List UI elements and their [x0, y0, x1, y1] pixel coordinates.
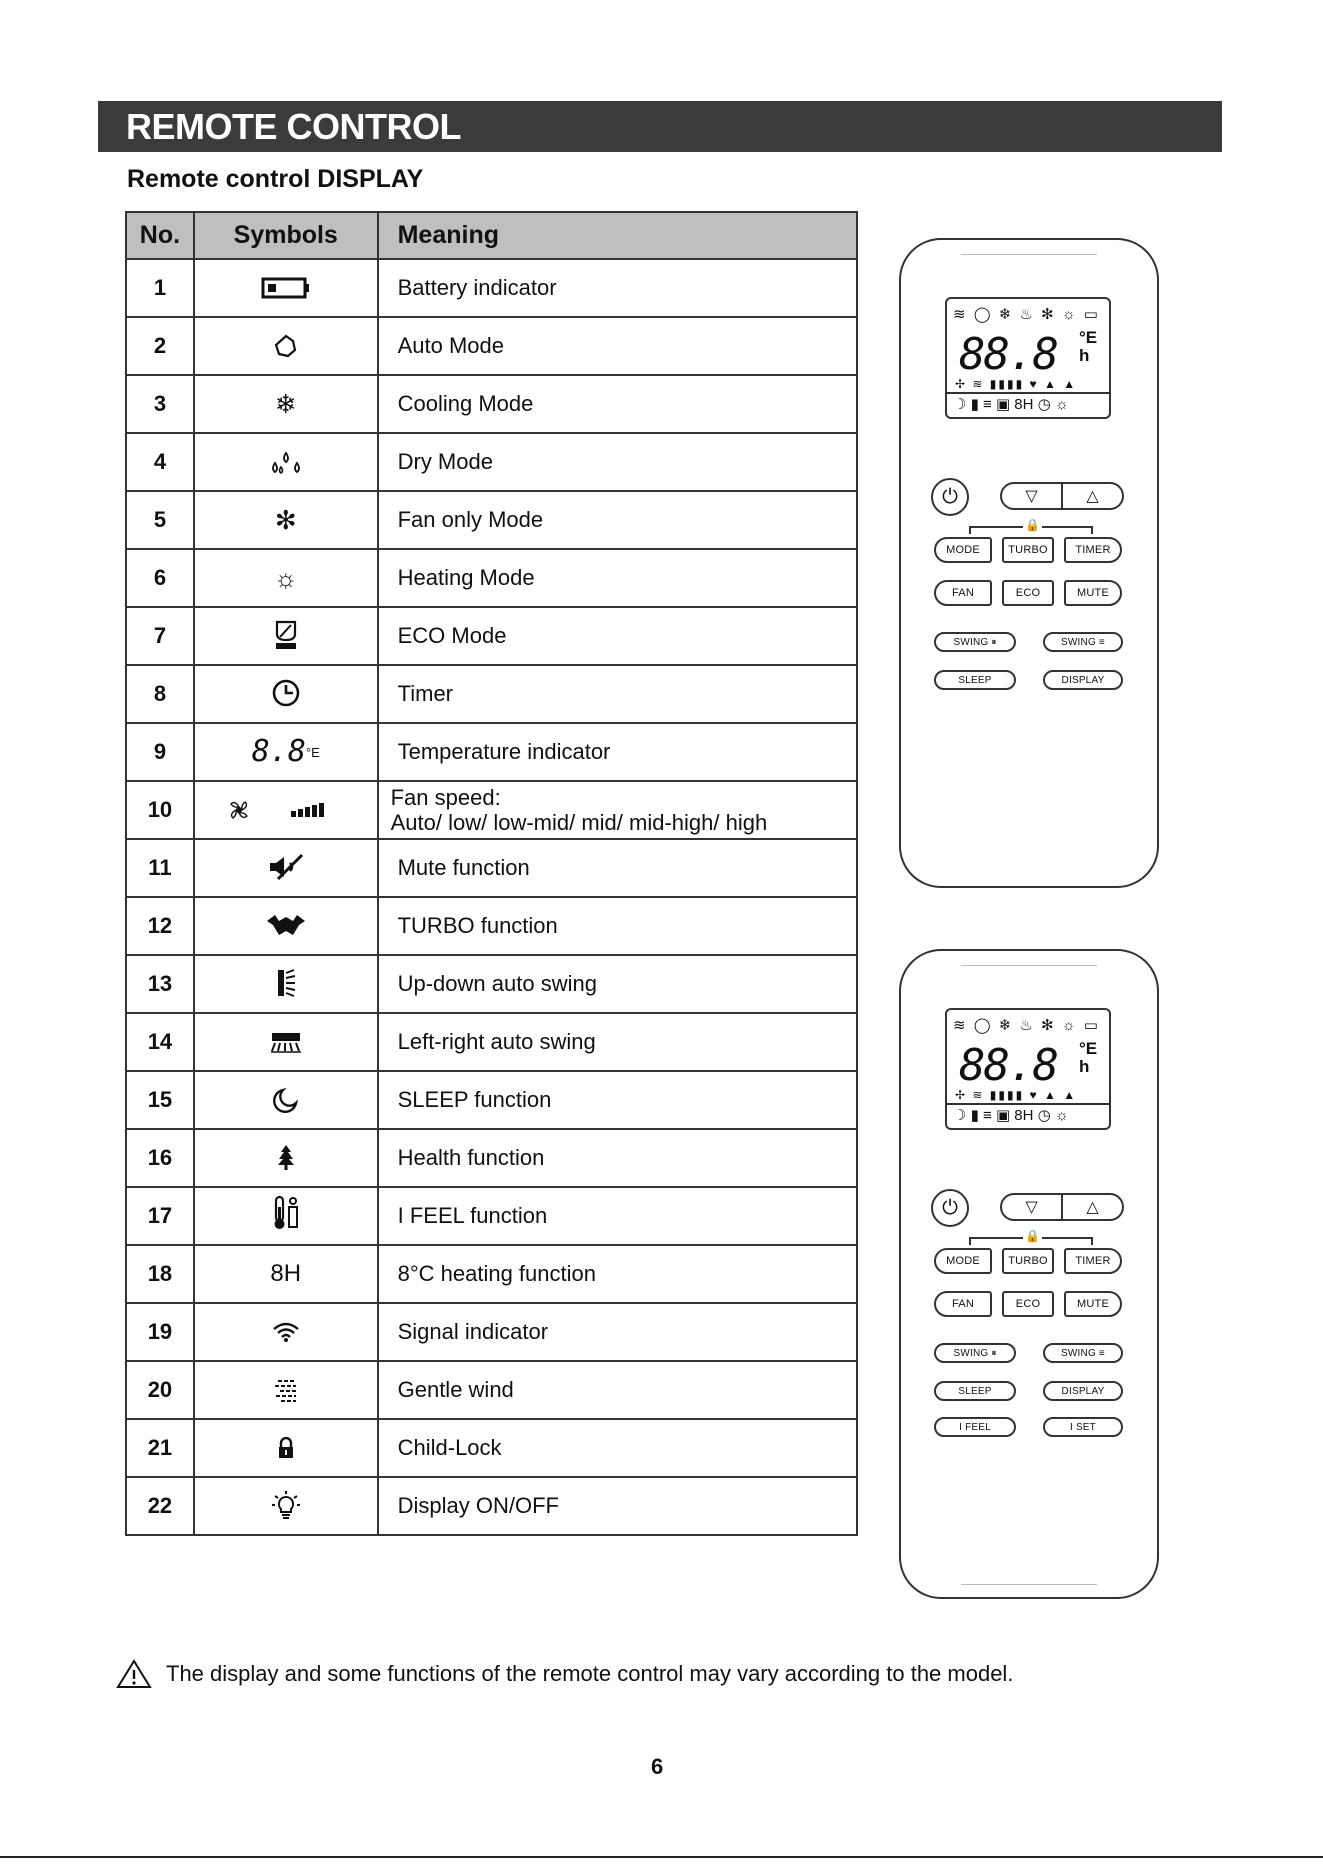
- table-header-row: [126, 212, 857, 259]
- row-number: 22: [126, 1477, 194, 1535]
- lcd-digits: 88.8: [959, 1040, 1057, 1091]
- row-number: 4: [126, 433, 194, 491]
- 8h-text-icon: [256, 1256, 316, 1292]
- table-row: [126, 1303, 857, 1361]
- remote-control-illustration-alt: [899, 949, 1159, 1599]
- sun-icon: ☼: [273, 563, 298, 593]
- row-number: 1: [126, 259, 194, 317]
- table-row: [126, 375, 857, 433]
- signal-icon: [256, 1314, 316, 1350]
- row-number: 17: [126, 1187, 194, 1245]
- table-row: [126, 1477, 857, 1535]
- fan-speed-icon: [221, 792, 351, 828]
- row-number: 15: [126, 1071, 194, 1129]
- row-meaning: Dry Mode: [378, 433, 857, 491]
- table-row: [126, 723, 857, 781]
- table-row: [126, 1187, 857, 1245]
- lcd-fan-row: ✢ ≋ ▮▮▮▮ ♥ ▲ ▲: [955, 1088, 1078, 1102]
- eco-button[interactable]: ECO: [1002, 580, 1054, 606]
- row-meaning: Signal indicator: [378, 1303, 857, 1361]
- table-row: [126, 1361, 857, 1419]
- lcd-mode-icons: ≋ ◯ ❄ ♨ ✻ ☼ ▭: [953, 1017, 1100, 1034]
- row-meaning: Gentle wind: [378, 1361, 857, 1419]
- table-row: [126, 781, 857, 839]
- mute-button[interactable]: MUTE: [1064, 1291, 1122, 1317]
- table-row: [126, 839, 857, 897]
- swing-vertical-button[interactable]: SWING ⏸: [934, 632, 1016, 652]
- water-drops-icon: [256, 444, 316, 480]
- temp-down-button[interactable]: ▽: [1002, 484, 1063, 508]
- sleep-button[interactable]: SLEEP: [934, 670, 1016, 690]
- row-meaning: [378, 781, 857, 839]
- row-meaning: TURBO function: [378, 897, 857, 955]
- table-row: [126, 1071, 857, 1129]
- header-symbols: Symbols: [194, 212, 378, 259]
- display-button[interactable]: DISPLAY: [1043, 1381, 1123, 1401]
- gentle-wind-icon: [256, 1372, 316, 1408]
- temp-up-button[interactable]: △: [1086, 488, 1099, 505]
- header-no: No.: [126, 212, 194, 259]
- lock-icon: [256, 1430, 316, 1466]
- row-meaning: SLEEP function: [378, 1071, 857, 1129]
- left-right-swing-icon: [256, 1024, 316, 1060]
- snowflake-icon: ❄: [274, 389, 297, 419]
- clock-icon: [256, 675, 316, 711]
- page-number: 6: [651, 1754, 664, 1779]
- section-header: [98, 101, 1222, 152]
- row-meaning: ECO Mode: [378, 607, 857, 665]
- battery-icon: [256, 270, 316, 306]
- table-row: [126, 549, 857, 607]
- turbo-icon: [256, 907, 316, 943]
- row-meaning: Left-right auto swing: [378, 1013, 857, 1071]
- temp-down-button[interactable]: ▽: [1002, 1195, 1063, 1219]
- row-number: 5: [126, 491, 194, 549]
- row-meaning: Health function: [378, 1129, 857, 1187]
- eco-leaf-icon: [256, 616, 316, 652]
- lcd-8h-text: 8H: [1014, 1107, 1034, 1124]
- temp-arrows[interactable]: [1000, 482, 1124, 510]
- row-number: 12: [126, 897, 194, 955]
- ifeel-button[interactable]: I FEEL: [934, 1417, 1016, 1437]
- fan-speed-options: Auto/ low/ low-mid/ mid/ mid-high/ high: [390, 810, 768, 835]
- fan-speed-label: Fan speed:: [390, 785, 501, 810]
- table-row: [126, 1129, 857, 1187]
- display-button[interactable]: DISPLAY: [1043, 670, 1123, 690]
- row-number: 8: [126, 665, 194, 723]
- lcd-unit: [1079, 1040, 1097, 1076]
- row-meaning: Display ON/OFF: [378, 1477, 857, 1535]
- symbols-table: [125, 211, 858, 1536]
- 8h-text: 8H: [270, 1260, 302, 1287]
- row-number: 7: [126, 607, 194, 665]
- row-number: 16: [126, 1129, 194, 1187]
- lcd-unit-bottom: h: [1079, 346, 1090, 365]
- swing-vertical-button[interactable]: SWING ⏸: [934, 1343, 1016, 1363]
- iset-button[interactable]: I SET: [1043, 1417, 1123, 1437]
- row-number: 20: [126, 1361, 194, 1419]
- fan-button[interactable]: FAN: [934, 580, 992, 606]
- lcd-unit-top: °E: [1079, 1039, 1098, 1058]
- mode-button[interactable]: MODE: [934, 537, 992, 563]
- power-button[interactable]: ⏻: [931, 1189, 969, 1227]
- row-number: 14: [126, 1013, 194, 1071]
- table-row: [126, 259, 857, 317]
- row-meaning: Fan only Mode: [378, 491, 857, 549]
- auto-mode-icon: [256, 328, 316, 364]
- row-number: 2: [126, 317, 194, 375]
- lcd-unit: [1079, 329, 1097, 365]
- table-row: [126, 607, 857, 665]
- temp-up-button[interactable]: △: [1086, 1199, 1099, 1216]
- table-row: [126, 433, 857, 491]
- row-meaning: Mute function: [378, 839, 857, 897]
- mute-icon: [256, 849, 316, 885]
- mute-button[interactable]: MUTE: [1064, 580, 1122, 606]
- table-row: [126, 491, 857, 549]
- row-meaning: 8°C heating function: [378, 1245, 857, 1303]
- table-row: [126, 665, 857, 723]
- thermometer-icon: [256, 1195, 316, 1231]
- row-number: 19: [126, 1303, 194, 1361]
- warning-icon: [116, 1659, 152, 1689]
- lcd-mode-icons: ≋ ◯ ❄ ♨ ✻ ☼ ▭: [953, 306, 1100, 323]
- table-row: [126, 897, 857, 955]
- lcd-function-icons: ☽ ▮ ≡ ▣ 8H ◷ ☼: [953, 1107, 1069, 1124]
- turbo-button[interactable]: TURBO: [1002, 537, 1054, 563]
- up-down-swing-icon: [256, 965, 316, 1001]
- lcd-display: [945, 1008, 1111, 1130]
- row-number: 21: [126, 1419, 194, 1477]
- mode-button[interactable]: MODE: [934, 1248, 992, 1274]
- remote-control-illustration: [899, 238, 1159, 888]
- row-meaning: Battery indicator: [378, 259, 857, 317]
- row-number: 3: [126, 375, 194, 433]
- row-meaning: Up-down auto swing: [378, 955, 857, 1013]
- tree-icon: [256, 1139, 316, 1175]
- row-meaning: Child-Lock: [378, 1419, 857, 1477]
- header-meaning: Meaning: [378, 212, 857, 259]
- row-meaning: I FEEL function: [378, 1187, 857, 1245]
- row-meaning: Cooling Mode: [378, 375, 857, 433]
- note-text: The display and some functions of the remote control may vary according to the model.: [166, 1661, 1014, 1686]
- eco-button[interactable]: ECO: [1002, 1291, 1054, 1317]
- row-meaning: Timer: [378, 665, 857, 723]
- row-meaning: Heating Mode: [378, 549, 857, 607]
- lcd-unit-bottom: h: [1079, 1057, 1090, 1076]
- lcd-display: [945, 297, 1111, 419]
- subtitle: Remote control DISPLAY: [127, 165, 424, 193]
- row-meaning: Auto Mode: [378, 317, 857, 375]
- row-number: 11: [126, 839, 194, 897]
- temperature-digits: 8.8: [251, 734, 306, 769]
- turbo-button[interactable]: TURBO: [1002, 1248, 1054, 1274]
- table-row: [126, 1419, 857, 1477]
- moon-icon: [256, 1082, 316, 1118]
- lightbulb-icon: [256, 1487, 316, 1523]
- lock-icon: 🔒: [1025, 1229, 1040, 1243]
- fan-button[interactable]: FAN: [934, 1291, 992, 1317]
- row-number: 18: [126, 1245, 194, 1303]
- lcd-8h-text: 8H: [1014, 396, 1034, 413]
- footer-line: [0, 1856, 1323, 1858]
- table-row: [126, 1013, 857, 1071]
- swing-horizontal-button[interactable]: SWING ≡: [1043, 1343, 1123, 1363]
- lcd-function-icons: ☽ ▮ ≡ ▣ 8H ◷ ☼: [953, 396, 1069, 413]
- temperature-digits-icon: [241, 734, 331, 770]
- fan-icon: ✻: [274, 505, 297, 535]
- lcd-unit-top: °E: [1079, 328, 1098, 347]
- lock-icon: 🔒: [1025, 518, 1040, 532]
- table-row: [126, 317, 857, 375]
- power-button[interactable]: ⏻: [931, 478, 969, 516]
- lcd-digits: 88.8: [959, 329, 1057, 380]
- lcd-fan-row: ✢ ≋ ▮▮▮▮ ♥ ▲ ▲: [955, 377, 1078, 391]
- table-row: [126, 1245, 857, 1303]
- temp-arrows[interactable]: [1000, 1193, 1124, 1221]
- swing-horizontal-button[interactable]: SWING ≡: [1043, 632, 1123, 652]
- timer-button[interactable]: TIMER: [1064, 1248, 1122, 1274]
- temperature-unit: °E: [305, 744, 320, 760]
- section-title: REMOTE CONTROL: [126, 106, 461, 147]
- row-number: 6: [126, 549, 194, 607]
- model-note: [116, 1659, 1013, 1689]
- sleep-button[interactable]: SLEEP: [934, 1381, 1016, 1401]
- row-meaning: Temperature indicator: [378, 723, 857, 781]
- row-number: 10: [126, 781, 194, 839]
- row-number: 9: [126, 723, 194, 781]
- table-row: [126, 955, 857, 1013]
- row-number: 13: [126, 955, 194, 1013]
- timer-button[interactable]: TIMER: [1064, 537, 1122, 563]
